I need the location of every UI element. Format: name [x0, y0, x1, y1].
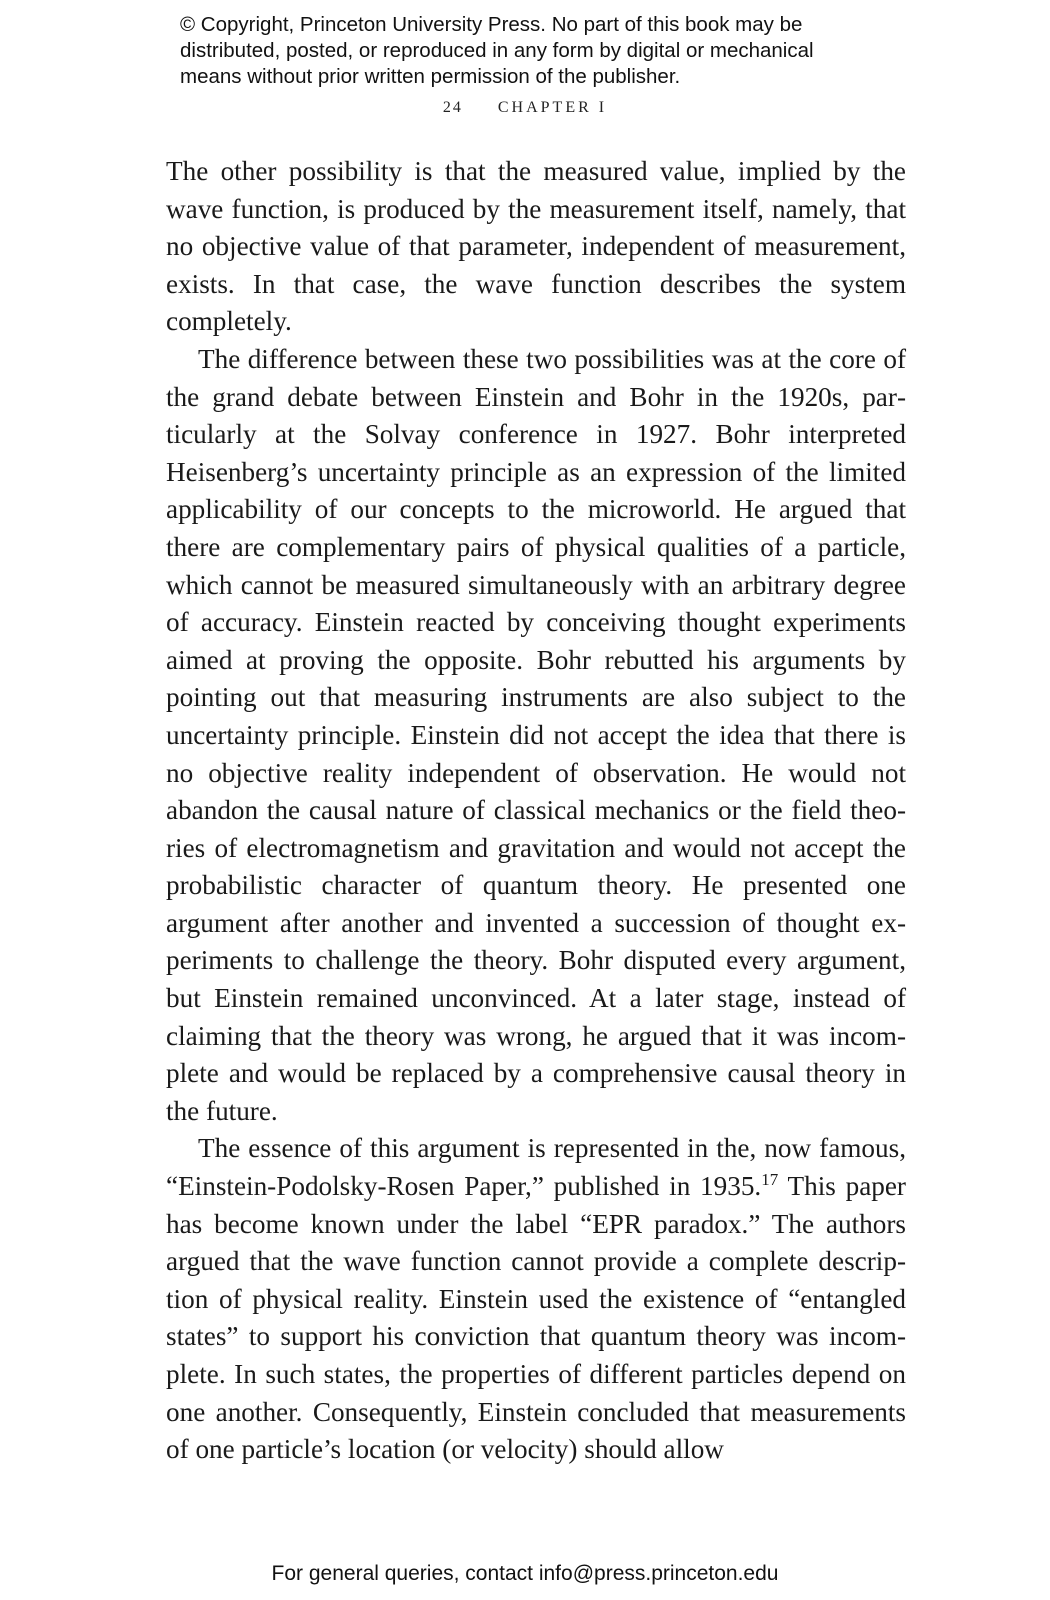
paragraph-3-text-end: This paper has become known under the label “EPR paradox.” The authors argued that the wave function cannot provide a complete description of physical reality. Einstein used the existence of “entangled states” to support his conviction that quantum theory was incomplete. In such states, the properties of different particles depend on one another. Consequently, Einstein concluded that measurements of one particle’s location (or velocity) should allow [166, 1171, 906, 1465]
copyright-line-2: distributed, posted, or reproduced in any form by digital or mechanical [180, 39, 814, 62]
footnote-reference[interactable]: 17 [761, 1169, 779, 1189]
copyright-notice [180, 12, 900, 90]
page-number: 24 [442, 99, 463, 116]
paragraph-1: The other possibility is that the measured value, implied by the wave function, is produced by the measurement itself, namely, that no objective value of that parameter, independent of measurement, exists. In that case, the wave function describes the system completely. [166, 156, 906, 337]
copyright-line-3: means without prior written permission of the publisher. [180, 65, 681, 88]
footer-contact: For general queries, contact info@press.princeton.edu [271, 1562, 779, 1585]
paragraph-3 [166, 1130, 906, 1468]
paragraph-3-text-start: The essence of this argument is represented in the, now famous, “Einstein-Podolsky-Rosen Paper,” published in 1935. [166, 1133, 906, 1202]
body-text [166, 153, 906, 1469]
copyright-line-1: © Copyright, Princeton University Press. No part of this book may be [180, 13, 803, 36]
running-head [0, 99, 1050, 117]
chapter-label: CHAPTER I [497, 99, 608, 116]
paragraph-2: The difference between these two possibilities was at the core of the grand debate between Einstein and Bohr in the 1920s, particularly at the Solvay conference in 1927. Bohr interpreted Heisenberg’s uncertainty principle as an expression of the limited applicability of our concepts to the microworld. He argued that there are complementary pairs of physical qualities of a particle, which cannot be measured simultaneously with an arbitrary degree of accuracy. Einstein reacted by conceiving thought experiments aimed at proving the opposite. Bohr rebutted his arguments by pointing out that measuring instruments are also subject to the uncertainty principle. Einstein did not accept the idea that there is no objective reality independent of observation. He would not abandon the causal nature of classical mechanics or the field theories of electromagnetism and gravitation and would not accept the probabilistic character of quantum theory. He presented one argument after another and invented a succession of thought experiments to challenge the theory. Bohr disputed every argument, but Einstein remained unconvinced. At a later stage, instead of claiming that the theory was wrong, he argued that it was incomplete and would be replaced by a comprehensive causal theory in the future. [166, 343, 906, 1126]
